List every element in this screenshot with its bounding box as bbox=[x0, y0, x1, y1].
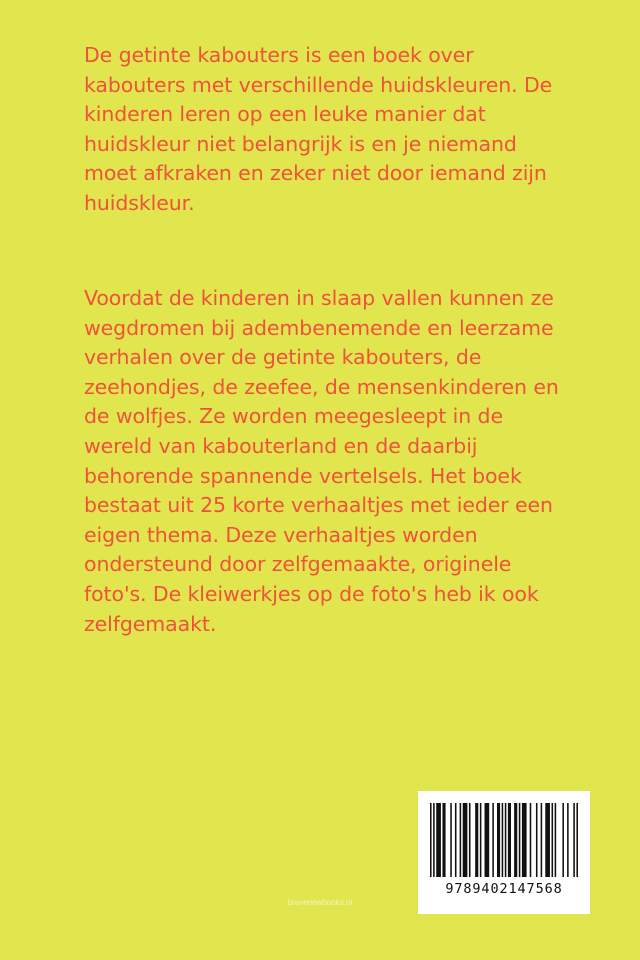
publisher-website: bravenewbooks.nl bbox=[287, 898, 353, 907]
barcode-bar bbox=[450, 803, 452, 877]
text-line: ondersteund door zelfgemaakte, originele bbox=[84, 552, 512, 577]
barcode-bar bbox=[552, 803, 554, 877]
text-line: de wolfjes. Ze worden meegesleept in de bbox=[84, 404, 503, 429]
barcode-bars bbox=[430, 803, 578, 877]
barcode-bar bbox=[522, 803, 527, 877]
isbn-number: 9789402147568 bbox=[445, 881, 563, 897]
barcode-bar bbox=[536, 803, 538, 877]
barcode-bar bbox=[519, 803, 521, 877]
barcode-bar bbox=[514, 803, 517, 877]
barcode-bar bbox=[497, 803, 500, 877]
barcode-bar bbox=[485, 803, 490, 877]
isbn-barcode bbox=[418, 791, 590, 914]
text-line: wereld van kabouterland en de daarbij bbox=[84, 433, 478, 458]
text-line: kinderen leren op een leuke manier dat bbox=[84, 102, 486, 127]
text-line: zeehondjes, de zeefee, de mensenkinderen en bbox=[84, 374, 559, 399]
barcode-bar bbox=[475, 803, 478, 877]
text-line: Voordat de kinderen in slaap vallen kunnen ze bbox=[84, 286, 554, 310]
text-line: verhalen over de getinte kabouters, de bbox=[84, 345, 482, 370]
barcode-bar bbox=[430, 803, 432, 877]
barcode-bar bbox=[492, 803, 494, 877]
barcode-bar bbox=[567, 803, 569, 877]
barcode-bar bbox=[442, 803, 445, 877]
text-line: huidskleur. bbox=[84, 190, 195, 215]
barcode-bar bbox=[455, 803, 457, 877]
barcode-bar bbox=[562, 803, 564, 877]
barcode-bar bbox=[541, 803, 543, 877]
text-line: kabouters met verschillende huidskleuren. De bbox=[84, 72, 553, 97]
barcode-bar bbox=[433, 803, 435, 877]
barcode-bar bbox=[463, 803, 468, 877]
description-paragraph-1 bbox=[84, 41, 614, 219]
text-line: De getinte kabouters is een boek over bbox=[84, 43, 474, 67]
text-line: wegdromen bij adembenemende en leerzame bbox=[84, 315, 554, 340]
text-line: bestaat uit 25 korte verhaaltjes met ieder een bbox=[84, 493, 553, 518]
barcode-bar bbox=[573, 803, 575, 877]
barcode-bar bbox=[505, 803, 507, 877]
barcode-bar bbox=[436, 803, 441, 877]
barcode-bar bbox=[480, 803, 482, 877]
barcode-bar bbox=[502, 803, 504, 877]
text-line: eigen thema. Deze verhaaltjes worden bbox=[84, 522, 478, 547]
text-line: huidskleur niet belangrijk is en je niemand bbox=[84, 131, 517, 156]
description-paragraph-2 bbox=[84, 284, 614, 639]
barcode-bar bbox=[469, 803, 471, 877]
text-line: moet afkraken en zeker niet door iemand zijn bbox=[84, 161, 547, 186]
barcode-bar bbox=[530, 803, 532, 877]
barcode-bar bbox=[545, 803, 550, 877]
barcode-bar bbox=[508, 803, 511, 877]
barcode-bar bbox=[460, 803, 462, 877]
barcode-bar bbox=[555, 803, 557, 877]
text-line: foto's. De kleiwerkjes op de foto's heb ik ook bbox=[84, 581, 539, 606]
text-line: behorende spannende vertelsels. Het boek bbox=[84, 463, 522, 488]
text-line: zelfgemaakt. bbox=[84, 611, 217, 636]
barcode-bar bbox=[576, 803, 578, 877]
